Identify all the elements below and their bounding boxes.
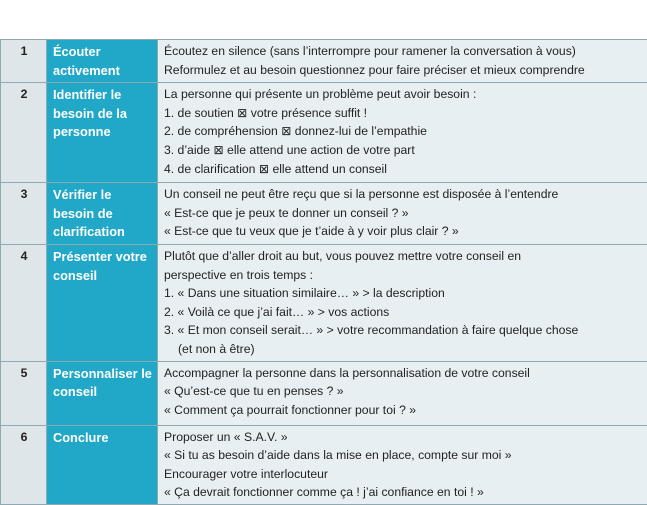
- description-line: 4. de clarification ⊠ elle attend un conseil: [164, 160, 642, 179]
- description-line: 1. « Dans une situation similaire… » > la description: [164, 284, 642, 303]
- description-line: « Ça devrait fonctionner comme ça ! j’ai confiance en toi ! »: [164, 483, 642, 502]
- table-row: [1, 40, 647, 83]
- description-line: « Est-ce que tu veux que je t’aide à y voir plus clair ? »: [164, 222, 642, 241]
- description-line: perspective en trois temps :: [164, 266, 642, 285]
- description-line: Encourager votre interlocuteur: [164, 465, 642, 484]
- step-description: [158, 361, 647, 425]
- description-line: 3. d’aide ⊠ elle attend une action de votre part: [164, 141, 642, 160]
- description-line: « Comment ça pourrait fonctionner pour toi ? »: [164, 401, 642, 420]
- step-title: Conclure: [47, 425, 158, 504]
- description-line: Proposer un « S.A.V. »: [164, 428, 642, 447]
- description-line: (et non à être): [164, 340, 642, 359]
- table-row: [1, 83, 647, 183]
- description-line: Écoutez en silence (sans l’interrompre pour ramener la conversation à vous): [164, 42, 642, 61]
- description-line: « Qu’est-ce que tu en penses ? »: [164, 382, 642, 401]
- description-line: Un conseil ne peut être reçu que si la personne est disposée à l’entendre: [164, 185, 642, 204]
- description-line: 2. de compréhension ⊠ donnez-lui de l’empathie: [164, 122, 642, 141]
- step-number: 6: [1, 425, 47, 504]
- step-title: Identifier le besoin de la personne: [47, 83, 158, 183]
- step-description: [158, 183, 647, 245]
- table-row: [1, 183, 647, 245]
- step-number: 3: [1, 183, 47, 245]
- step-number: 5: [1, 361, 47, 425]
- description-line: 3. « Et mon conseil serait… » > votre recommandation à faire quelque chose: [164, 321, 642, 340]
- table-row: [1, 361, 647, 425]
- description-line: « Si tu as besoin d’aide dans la mise en place, compte sur moi »: [164, 446, 642, 465]
- step-description: [158, 40, 647, 83]
- step-description: [158, 244, 647, 361]
- description-line: Accompagner la personne dans la personnalisation de votre conseil: [164, 364, 642, 383]
- step-number: 1: [1, 40, 47, 83]
- description-line: 2. « Voilà ce que j’ai fait… » > vos actions: [164, 303, 642, 322]
- advice-steps-table: [0, 39, 647, 505]
- step-number: 2: [1, 83, 47, 183]
- table-row: [1, 425, 647, 504]
- step-description: [158, 425, 647, 504]
- step-title: Personnaliser le conseil: [47, 361, 158, 425]
- step-title: Vérifier le besoin de clarification: [47, 183, 158, 245]
- table-body: [1, 40, 647, 505]
- step-title: Écouter activement: [47, 40, 158, 83]
- description-line: Plutôt que d’aller droit au but, vous pouvez mettre votre conseil en: [164, 247, 642, 266]
- step-description: [158, 83, 647, 183]
- step-number: 4: [1, 244, 47, 361]
- table-row: [1, 244, 647, 361]
- description-line: 1. de soutien ⊠ votre présence suffit !: [164, 104, 642, 123]
- description-line: « Est-ce que je peux te donner un conseil ? »: [164, 204, 642, 223]
- description-line: Reformulez et au besoin questionnez pour faire préciser et mieux comprendre: [164, 61, 642, 80]
- step-title: Présenter votre conseil: [47, 244, 158, 361]
- description-line: La personne qui présente un problème peut avoir besoin :: [164, 85, 642, 104]
